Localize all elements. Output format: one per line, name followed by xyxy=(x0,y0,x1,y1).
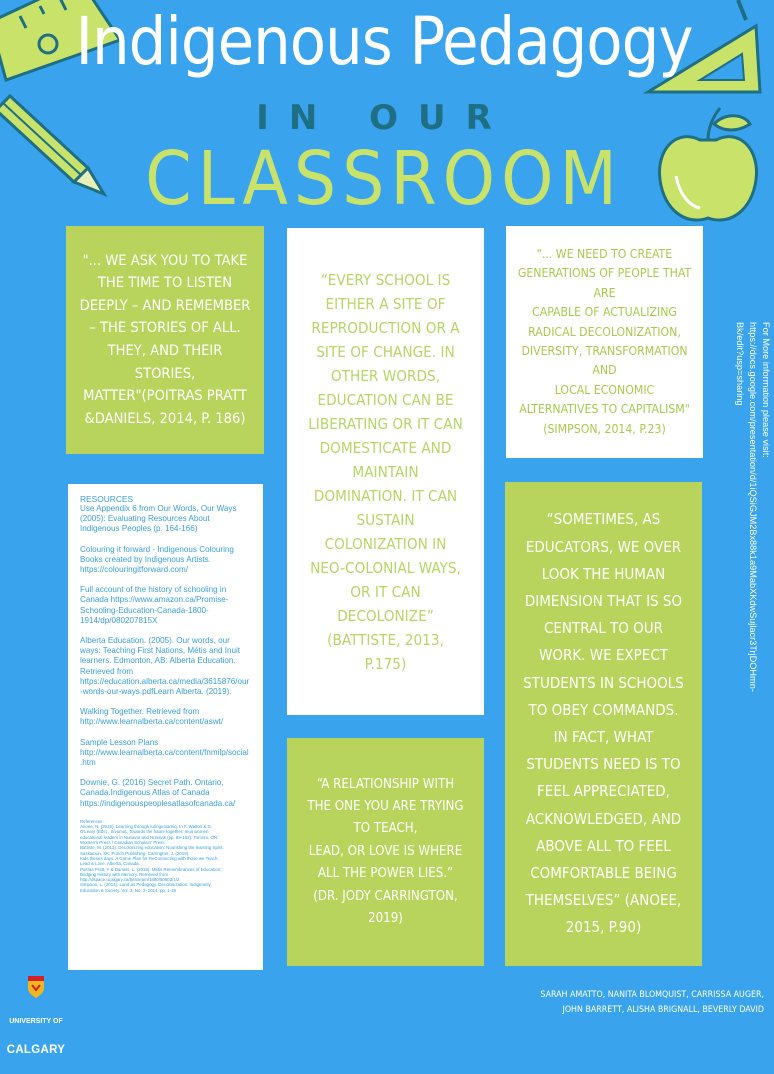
university-name xyxy=(4,1000,68,1074)
quote-card-poitras xyxy=(66,226,264,454)
quote-card-battiste xyxy=(287,228,484,715)
quote-card-simpson xyxy=(506,226,703,458)
quote-card-carrington xyxy=(287,738,484,966)
university-crest-icon xyxy=(26,976,46,998)
university-name-line2: CALGARY xyxy=(6,1044,66,1056)
university-logo xyxy=(4,976,68,1056)
poster-title: Indigenous Pedagogy xyxy=(75,3,693,80)
authors-credit: SARAH AMATTO, NANITA BLOMQUIST, CARRISSA AUGER, JOHN BARRETT, ALISHA BRIGNALL, BEVERLY DAVID xyxy=(540,990,764,1015)
quote-text-simpson: "... WE NEED TO CREATE GENERATIONS OF PEOPLE THAT ARE CAPABLE OF ACTUALIZING RADICAL DECOLONIZATION, DIVERSITY, TRANSFORMATION AND LOCAL ECONOMIC ALTERNATIVES TO CAPITALISM" (SIMPSON, 2014, P.23) xyxy=(517,246,692,436)
quote-text-battiste: “EVERY SCHOOL IS EITHER A SITE OF REPRODUCTION OR A SITE OF CHANGE. IN OTHER WORDS, EDUCATION CAN BE LIBERATING OR IT CAN DOMESTICATE AND MAINTAIN DOMINATION. IT CAN SUSTAIN COLONIZATION IN NEO-COLONIAL WAYS, OR IT CAN DECOLONIZE” (BATTISTE, 2013, P.175) xyxy=(308,270,463,673)
quote-text-anoee: “SOMETIMES, AS EDUCATORS, WE OVER LOOK THE HUMAN DIMENSION THAT IS SO CENTRAL TO OUR WORK. WE EXPECT STUDENTS IN SCHOOLS TO OBEY COMMANDS. IN FACT, WHAT STUDENTS NEED IS TO FEEL APPRECIATED, ACKNOWLEDGED, AND ABOVE ALL TO FEEL COMFORTABLE BEING THEMSELVES” (ANOEE, 2015, P.90) xyxy=(523,510,684,937)
resource-item: Walking Together. Retrieved from http://www.learnalberta.ca/content/aswt/ xyxy=(80,707,224,727)
resource-item: Downie, G. (2016) Secret Path. Ontario, Canada.Indigenous Atlas of Canada https://indigenouspeoplesatlasofcanada.ca/ xyxy=(80,778,236,808)
university-name-line1: UNIVERSITY OF xyxy=(9,1018,63,1025)
quote-card-anoee xyxy=(505,482,702,966)
more-info-link[interactable]: For More information please visit: https://docs.google.com/presentation/d/1iQSiGJM2Bx88k1a9MabXKdwSujlacr3TrjDOHmn-Bk/edit?usp=sharing xyxy=(735,322,771,692)
resource-item: Sample Lesson Plans http://www.learnalberta.ca/content/fnmilp/social .htm xyxy=(80,737,249,768)
more-info-note xyxy=(735,322,774,762)
resource-item: Full account of the history of schooling in Canada https://www.amazon.ca/Promise- Schooling-Education-Canada-1800- 1914/dp/080207815X xyxy=(80,585,229,625)
resource-item: Use Appendix 6 from Our Words, Our Ways (2005): Evaluating Resources About Indigenous Peoples (p. 164-166) xyxy=(80,504,237,534)
poster-subtitle: IN OUR xyxy=(256,98,512,138)
references-list: References Anoee, N. (2015). Learning through iuringeniarniq. In F. Walton & D. O'Leary (Eds) , Sivumut, Towards the future together: Inuit women educational leaders in Nunavut and Nunavik (pp. 89-102). Toronto, ON: Women's Press / Canadian Scholars' Press. Battiste, M. (2013). Decolonizing education: Nourishing the learning Spirit. Saskatoon, SK: Purich Publishing. Carrington, J. (2019). Kids theses days. A Game Plan for ReConnecting with those we Teach, Lead & Love. Alberta, Canada. Poitras Pratt, Y & Daniels, L. (2016). Metis Remembrances of Education: Bridging History with Memory. Retrieved from http://dspace.ucalgary.ca/bitstream/1880/50603/1/2 Simpson, L. (2014). Land as Pedagogy. Decolonization: Indigeneity, Education & Society. Vol. 3, No. 3, 2014, pp. 1-25 xyxy=(80,818,224,893)
quote-text-poitras: "... WE ASK YOU TO TAKE THE TIME TO LISTEN DEEPLY – AND REMEMBER – THE STORIES OF ALL. THEY, AND THEIR STORIES, MATTER"(POITRAS PRATT &DANIELS, 2014, P. 186) xyxy=(79,251,251,427)
resource-item: Colouring it forward - Indigenous Colouring Books created by Indigenous Artists. https://colouringitforward.com/ xyxy=(80,544,234,575)
resource-item: Alberta Education. (2005). Our words, our ways: Teaching First Nations, Métis and Inuit learners. Edmonton, AB: Alberta Education. Retrieved from https://education.alberta.ca/media/3615876/our -words-our-ways.pdfLearn Alberta. (2019). xyxy=(80,636,250,697)
poster-heading: CLASSROOM xyxy=(145,136,623,222)
resources-heading: RESOURCES xyxy=(80,494,134,504)
resources-panel xyxy=(68,484,263,970)
quote-text-carrington: “A RELATIONSHIP WITH THE ONE YOU ARE TRYING TO TEACH, LEAD, OR LOVE IS WHERE ALL THE POWER LIES.” (DR. JODY CARRINGTON, 2019) xyxy=(307,776,464,927)
